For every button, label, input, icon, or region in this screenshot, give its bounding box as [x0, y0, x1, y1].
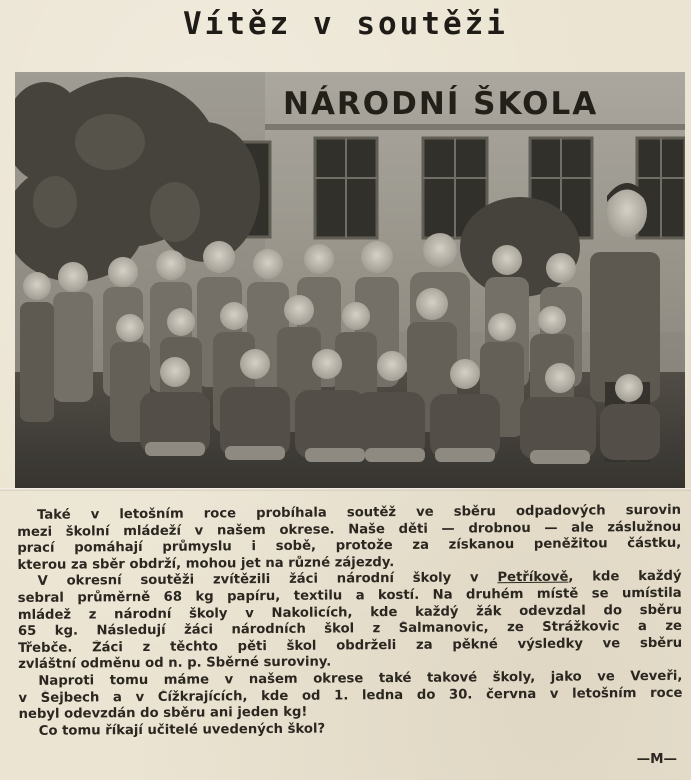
article-body [17, 503, 683, 741]
headline: Vítěz v soutěži [183, 6, 508, 42]
author-signature: —M— [636, 751, 677, 767]
class-photo [15, 72, 685, 488]
article-line: mládež z národní školy v Nakolicích, kde každý žák odevzdal do sběru [17, 602, 682, 623]
article-closing-question: Co tomu říkají učitelé uvedených škol? [38, 721, 326, 739]
article-line: nebyl odevzdán do sběru ani jeden kg! [18, 704, 308, 723]
paper-crease [0, 488, 691, 491]
article-line: kterou za sběr obdrží, mohou jet na různé zájezdy. [17, 554, 395, 573]
article-text: , kde každý [568, 569, 682, 586]
place-name-underlined: Petříkově [497, 570, 569, 586]
article-line: mezi školní mládeží v našem okrese. Naše děti — drobnou — ale záslužnou [17, 519, 682, 540]
article-line: prací pomáhají průmyslu i sobě, protože za získanou peněžitou částku, [17, 535, 682, 557]
article-line: Třebče. Žáci z těchto pěti škol obdrželi za pěkné výsledky ve sběru [18, 635, 683, 656]
article-line: Také v letošním roce probíhala soutěž ve sběru odpadových surovin [36, 502, 682, 523]
article-line: sebral průměrně 68 kg papíru, textilu a kostí. Na druhém místě se umístila [17, 585, 682, 606]
article-line: v Šejbech a v Čížkrajících, kde od 1. ledna do 30. června v letošním roce [18, 685, 683, 706]
article-line: 65 kg. Následují žáci národních škol z Šalmanovic, ze Strážkovic a ze [17, 618, 683, 640]
article-text: V okresní soutěži zvítězili žáci národní školy v [37, 570, 498, 590]
school-sign-text: NÁRODNÍ ŠKOLA [283, 86, 599, 122]
article-line: Naproti tomu máme v našem okrese také takové školy, jako ve Veveři, [38, 668, 683, 689]
article-line: zvláštní odměnu od n. p. Sběrné suroviny. [18, 654, 332, 673]
photo-illustration [15, 72, 685, 488]
